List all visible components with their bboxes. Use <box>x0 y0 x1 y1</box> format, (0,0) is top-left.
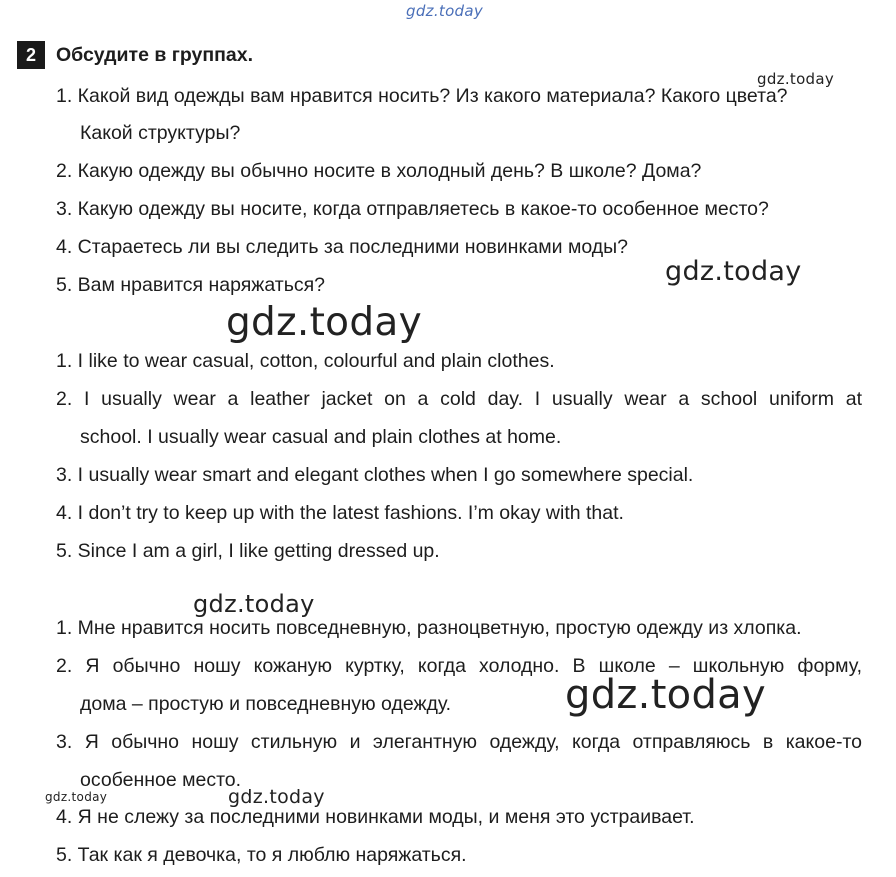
question-2: 2. Какую одежду вы обычно носите в холодный день? В школе? Дома? <box>56 160 702 182</box>
question-1: 1. Какой вид одежды вам нравится носить? Из какого материала? Какого цвета? <box>56 85 788 107</box>
question-5: 5. Вам нравится наряжаться? <box>56 274 326 296</box>
english-answer-2: 2. I usually wear a leather jacket on a cold day. I usually wear a school uniform at <box>56 388 862 410</box>
english-answer-5: 5. Since I am a girl, I like getting dressed up. <box>56 540 440 562</box>
watermark-medium-center: gdz.today <box>193 590 315 618</box>
english-answer-2-continued: school. I usually wear casual and plain clothes at home. <box>80 426 562 448</box>
watermark-small-center: gdz.today <box>228 786 325 808</box>
russian-answer-1: 1. Мне нравится носить повседневную, разноцветную, простую одежду из хлопка. <box>56 617 802 639</box>
russian-answer-3: 3. Я обычно ношу стильную и элегантную одежду, когда отправляюсь в какое-то <box>56 731 862 753</box>
task-number-badge: 2 <box>17 41 45 69</box>
question-3: 3. Какую одежду вы носите, когда отправляетесь в какое-то особенное место? <box>56 198 769 220</box>
watermark-large-right: gdz.today <box>565 672 766 718</box>
watermark-medium-right: gdz.today <box>665 256 802 287</box>
watermark-top: gdz.today <box>406 2 484 20</box>
question-1-continued: Какой структуры? <box>80 122 241 144</box>
watermark-tiny-left: gdz.today <box>45 790 108 804</box>
russian-answer-4: 4. Я не слежу за последними новинками моды, и меня это устраивает. <box>56 806 695 828</box>
english-answer-3: 3. I usually wear smart and elegant clothes when I go somewhere special. <box>56 464 694 486</box>
russian-answer-2: 2. Я обычно ношу кожаную куртку, когда холодно. В школе – школьную форму, <box>56 655 862 677</box>
watermark-small-upper-right: gdz.today <box>757 70 835 88</box>
task-title: Обсудите в группах. <box>56 44 254 66</box>
russian-answer-3-continued: особенное место. <box>80 769 242 791</box>
watermark-large-left: gdz.today <box>226 300 422 345</box>
question-4: 4. Стараетесь ли вы следить за последними новинками моды? <box>56 236 629 258</box>
russian-answer-5: 5. Так как я девочка, то я люблю наряжаться. <box>56 844 467 866</box>
english-answer-4: 4. I don’t try to keep up with the latest fashions. I’m okay with that. <box>56 502 624 524</box>
russian-answer-2-continued: дома – простую и повседневную одежду. <box>80 693 452 715</box>
english-answer-1: 1. I like to wear casual, cotton, colourful and plain clothes. <box>56 350 555 372</box>
